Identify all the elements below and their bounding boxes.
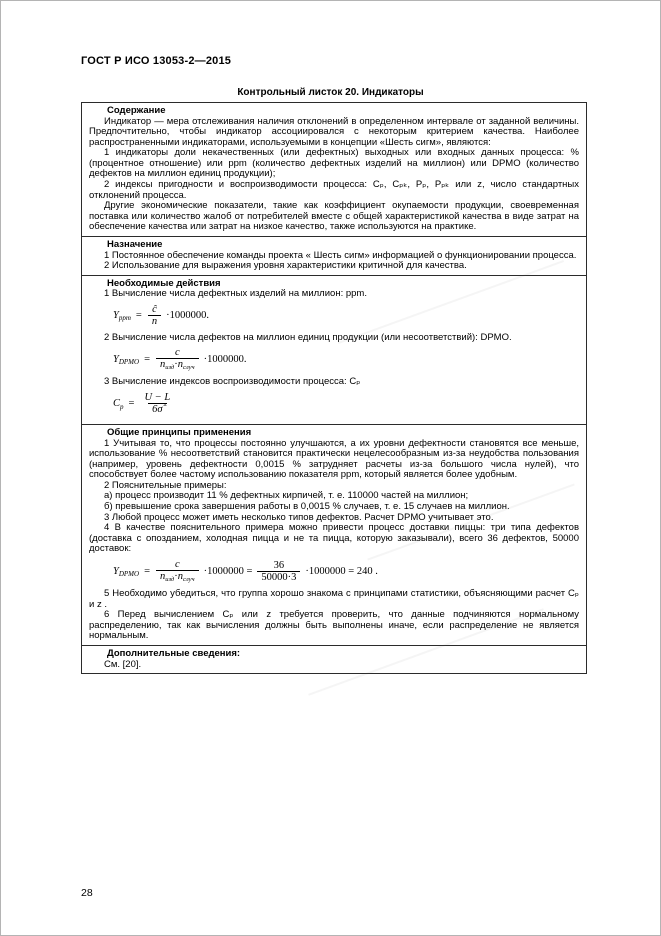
formula-ppm: Y ppm = $\frac{ĉ}{n}$ ·1000000.	[113, 303, 209, 327]
paragraph: б) превышение срока завершения работы в 0,0015 % случаев, т. е. 15 случаев на миллион.	[104, 501, 510, 513]
formula-dpmo-example: Y DPMO = $\frac{c}{\text{nизд·nслуч}}$ ·1000000 = $\frac{36}{50000\cdot 3}$ ·1000000 = 240 .	[113, 559, 378, 584]
paragraph: 5 Необходимо убедиться, что группа хорошо знакома с принципами статистики, объясняющими расчет Cₚ и z .	[89, 588, 579, 610]
paragraph: 2 Вычисление числа дефектов на миллион единиц продукции (или несоответствий): DPMO.	[104, 331, 512, 343]
section-header: Дополнительные сведения:	[107, 648, 241, 659]
paragraph: 2 индексы пригодности и воспроизводимости процесса: Cₚ, Cₚₖ, Pₚ, Pₚₖ или z, число стандартных отклонений процесса.	[89, 179, 579, 201]
paragraph: а) процесс производит 11 % дефектных кирпичей, т. е. 110000 частей на миллион;	[104, 490, 469, 502]
check-sheet-table	[81, 102, 587, 674]
paragraph: 3 Любой процесс может иметь несколько типов дефектов. Расчет DPMO учитывает это.	[104, 511, 494, 523]
paragraph: 3 Вычисление индексов воспроизводимости процесса: Cₚ	[104, 376, 361, 388]
sheet-title: Контрольный листок 20. Индикаторы	[237, 87, 424, 98]
section-header: Назначение	[107, 239, 163, 251]
paragraph: Индикатор — мера отслеживания наличия отклонений в определенном интервале от заданной величины. Предпочтительно, чтобы индикатор ассоциировался с некоторым критерием качества. Наиболее распространенными индикаторами, используемыми в концепции «Шесть сигм», являются:	[89, 115, 579, 148]
section-header: Общие принципы применения	[107, 427, 252, 438]
section-header: Содержание	[107, 105, 166, 116]
paragraph: 2 Использование для выражения уровня характеристики критичной для качества.	[104, 260, 467, 272]
formula-cp: C p = $\frac{U - L}{6\sigmâ}$	[113, 392, 171, 415]
page-number: 28	[81, 887, 93, 899]
section-header: Необходимые действия	[107, 277, 221, 289]
section-content	[82, 103, 586, 236]
paragraph: 1 Учитывая то, что процессы постоянно улучшаются, а их уровни дефектности становятся все меньше, использование % несоответствий становится практически нецелесообразным из-за неудобства пользования (например, уровень дефектности 0,0015 % затрудняет расчеты из-за большого числа нулей), что способствует более частому использованию показателя ppm, который является более удобным.	[89, 437, 579, 481]
paragraph: 1 индикаторы доли некачественных (или дефектных) выходных или входных данных процесса: % (процентное отношение) или ppm (количество дефектных изделий на миллион) или DPMO (количество дефектов на миллион единиц продукции);	[89, 147, 579, 180]
paragraph: 6 Перед вычислением Cₚ или z требуется проверить, что данные подчиняются нормальному распределению, так как вычисления должны быть выполнены иначе, если распределение не является нормальным.	[89, 609, 579, 642]
section-purpose	[82, 236, 586, 275]
paragraph: Другие экономические показатели, такие как коэффициент окупаемости продукции, своевременная поставка или количество жалоб от потребителей вместе с общей характеристикой качества в виде затрат на обеспечение качества или затрат на низкое качество, также используются на практике.	[89, 200, 579, 233]
paragraph: 1 Постоянное обеспечение команды проекта « Шесть сигм» информацией о функционировании процесса.	[104, 249, 577, 261]
paragraph: 2 Пояснительные примеры:	[104, 479, 227, 491]
paragraph: 1 Вычисление числа дефектных изделий на миллион: ppm.	[104, 288, 367, 300]
paragraph: 4 В качестве пояснительного примера можно привести процесс доставки пиццы: три типа дефектов (доставка с опозданием, холодная пицца и не та пицца, которую заказывали), всего 36 дефектов, 50000 доставок:	[89, 522, 579, 555]
section-actions	[82, 275, 586, 424]
formula-dpmo: Y DPMO = $\frac{c}{\text{nизд·nслуч}}$ ·1000000.	[113, 347, 247, 372]
section-additional	[82, 645, 586, 673]
document-code: ГОСТ Р ИСО 13053-2—2015	[81, 55, 232, 67]
paragraph: См. [20].	[104, 658, 142, 670]
section-principles	[82, 424, 586, 645]
